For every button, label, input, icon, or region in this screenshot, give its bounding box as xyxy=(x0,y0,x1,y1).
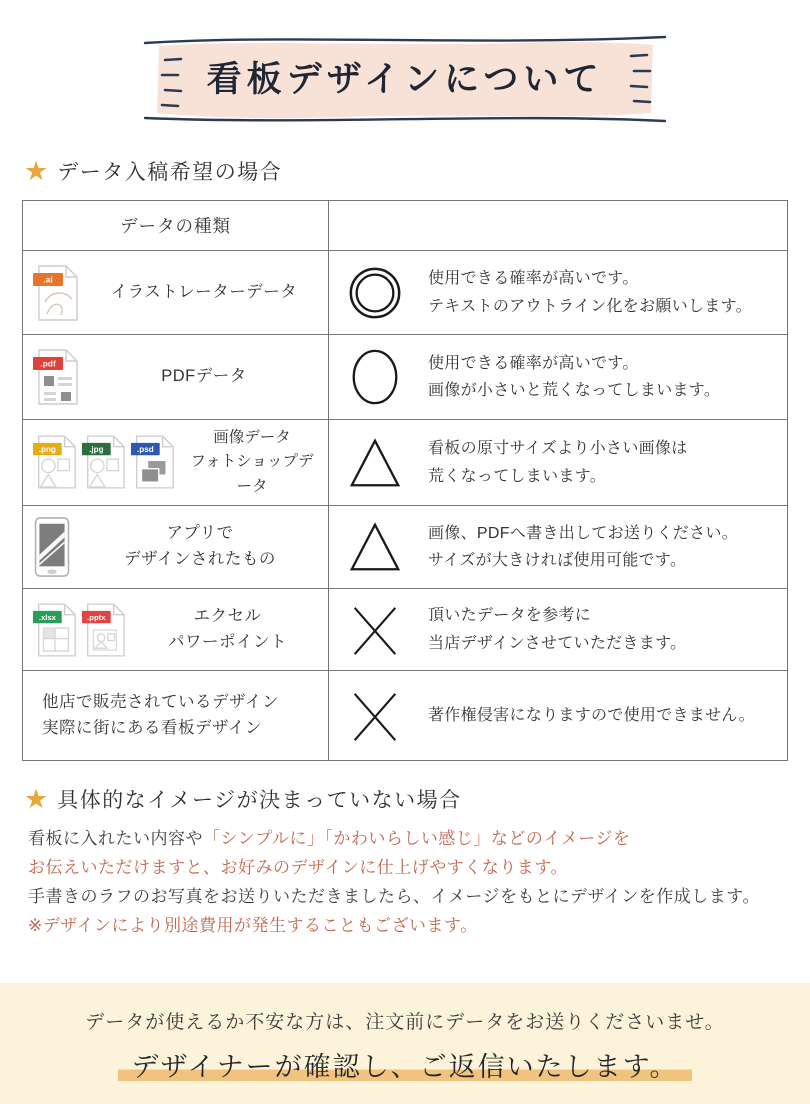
cross-symbol xyxy=(346,686,404,746)
row-label: イラストレーターデータ xyxy=(110,282,298,301)
svg-text:.xlsx: .xlsx xyxy=(38,612,56,622)
title-banner xyxy=(143,30,667,128)
notes-line-2: お伝えいただけますと、お好みのデザインに仕上げやすくなります。 xyxy=(28,858,568,877)
svg-text:.jpg: .jpg xyxy=(89,445,104,455)
footer-emphasis: デザイナーが確認し、ご返信いたします。 xyxy=(0,1045,810,1084)
notes-paragraph xyxy=(28,824,810,940)
page-title: 看板デザインについて xyxy=(206,60,604,99)
svg-text:.psd: .psd xyxy=(136,445,154,455)
column-header-data-type: データの種類 xyxy=(120,216,231,236)
footer-banner xyxy=(0,983,810,1104)
pptx-file-icon xyxy=(81,601,127,659)
table-row-copyrighted-designs xyxy=(23,671,788,761)
section-heading-no-image xyxy=(24,784,810,814)
triangle-symbol xyxy=(346,433,404,493)
pdf-file-icon xyxy=(32,348,80,406)
png-file-icon xyxy=(32,433,78,491)
row-description: 使用できる確率が高いです。 画像が小さいと荒くなってしまいます。 xyxy=(428,354,721,399)
smartphone-icon xyxy=(32,516,72,578)
office-file-icons xyxy=(32,601,127,659)
row-description: 著作権侵害になりますので使用できません。 xyxy=(428,706,755,724)
svg-text:.ai: .ai xyxy=(43,274,53,285)
row-description: 看板の原寸サイズより小さい画像は 荒くなってしまいます。 xyxy=(428,440,688,485)
svg-text:.pdf: .pdf xyxy=(40,358,56,369)
image-file-icons xyxy=(32,433,176,491)
row-label: アプリで デザインされたもの xyxy=(124,524,276,568)
notes-line-4: ※デザインにより別途費用が発生することもございます。 xyxy=(28,916,478,935)
table-row-pdf xyxy=(23,335,788,420)
signboard-design-info-page xyxy=(0,30,810,1104)
data-type-table xyxy=(22,200,788,761)
table-row-illustrator xyxy=(23,251,788,335)
row-label: 画像データ フォトショップデータ xyxy=(190,429,314,495)
row-label: PDFデータ xyxy=(161,367,247,386)
row-label: エクセル パワーポイント xyxy=(168,606,287,651)
table-row-image-data xyxy=(23,420,788,506)
notes-line-3: 手書きのラフのお写真をお送りいただきましたら、イメージをもとにデザインを作成します。 xyxy=(28,887,760,906)
svg-text:.pptx: .pptx xyxy=(87,612,106,622)
section-title: 具体的なイメージが決まっていない場合 xyxy=(57,789,462,812)
star-icon: ★ xyxy=(24,155,49,186)
triangle-symbol xyxy=(346,517,404,577)
section-heading-data-submission xyxy=(24,156,810,186)
xlsx-file-icon xyxy=(32,601,78,659)
table-header-row xyxy=(23,201,788,251)
jpg-file-icon xyxy=(81,433,127,491)
cross-symbol xyxy=(346,600,404,660)
ai-file-icon xyxy=(32,264,80,322)
star-icon: ★ xyxy=(24,783,49,814)
table-row-app-design xyxy=(23,506,788,589)
psd-file-icon xyxy=(130,433,176,491)
footer-message: データが使えるか不安な方は、注文前にデータをお送りくださいませ。 xyxy=(85,1012,725,1033)
notes-line-1: 看板に入れたい内容や「シンプルに」「かわいらしい感じ」などのイメージを xyxy=(28,829,631,848)
row-label: 他店で販売されているデザイン 実際に街にある看板デザイン xyxy=(42,692,279,737)
row-description: 頂いたデータを参考に 当店デザインさせていただきます。 xyxy=(428,607,687,652)
table-row-office-files xyxy=(23,589,788,671)
svg-text:.png: .png xyxy=(38,445,56,455)
circle-symbol xyxy=(346,347,404,407)
double-circle-symbol xyxy=(346,263,404,323)
row-description: 使用できる確率が高いです。 テキストのアウトライン化をお願いします。 xyxy=(428,270,752,315)
section-title: データ入稿希望の場合 xyxy=(57,161,283,184)
row-description: 画像、PDFへ書き出してお送りください。 サイズが大きければ使用可能です。 xyxy=(428,524,739,569)
